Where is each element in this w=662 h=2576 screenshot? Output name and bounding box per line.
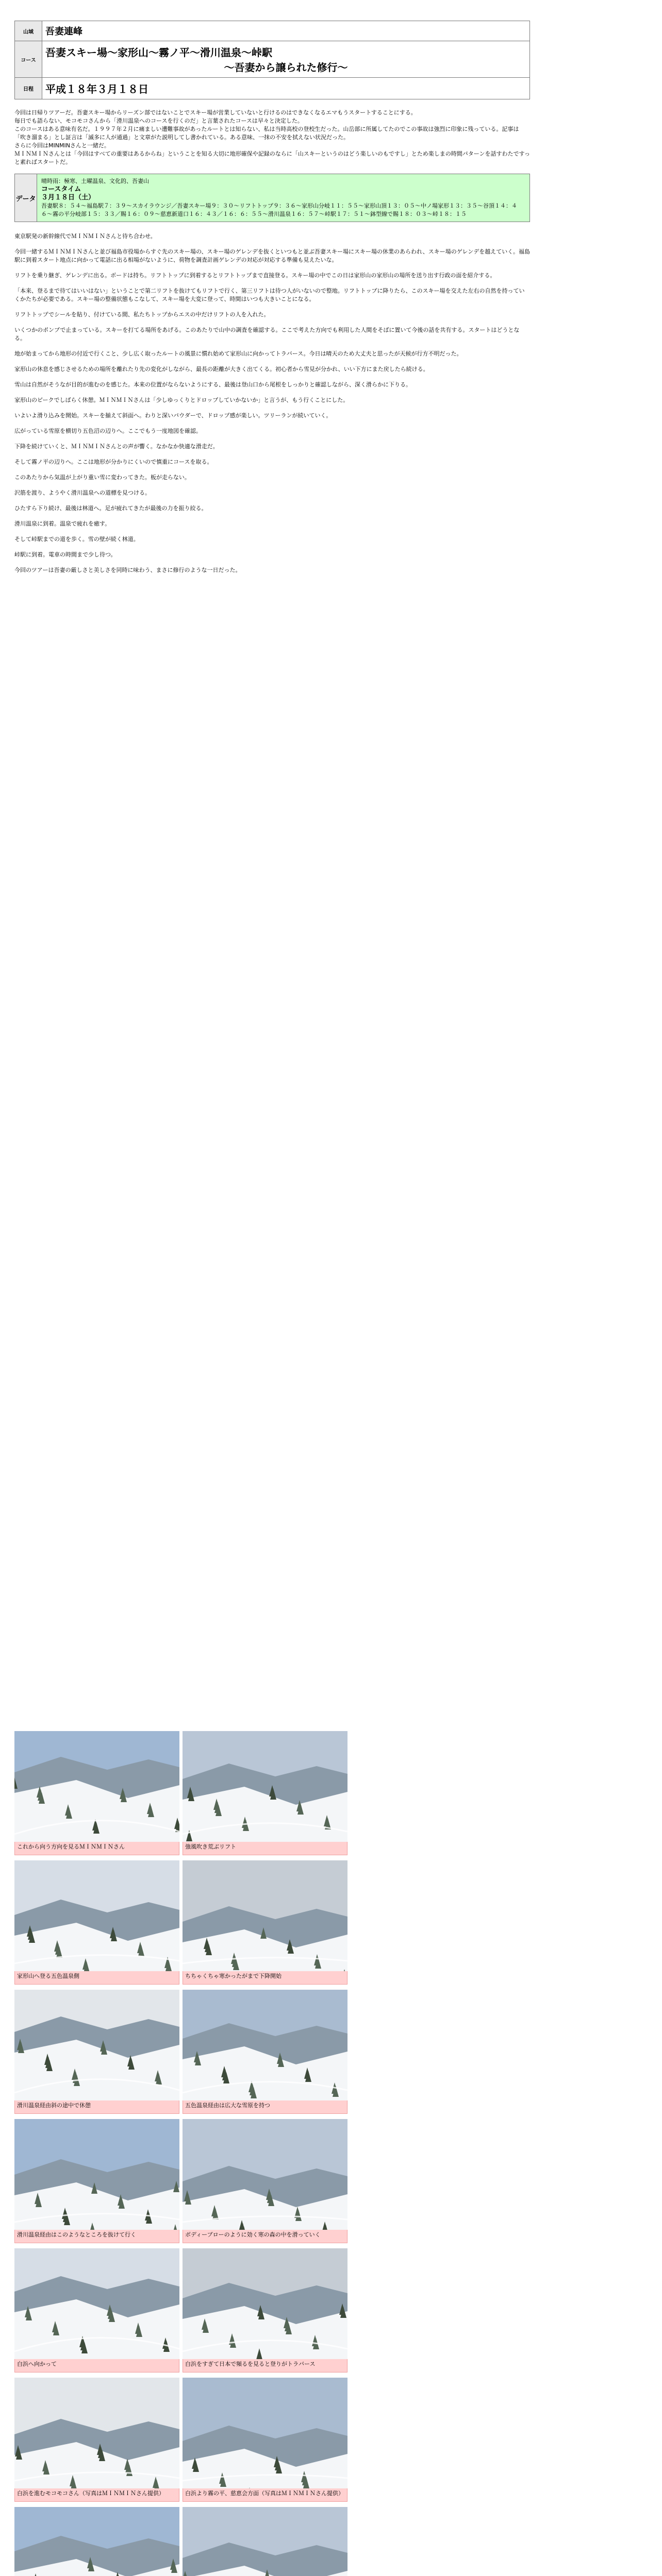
body-paragraph: このあたりから気温が上がり重い雪に変わってきた。板が走らない。 bbox=[14, 474, 190, 481]
photo-caption: 白浜を進むモコモコさん（写真はＭＩＮＭＩＮさん提供） bbox=[14, 2488, 179, 2502]
photo-item bbox=[14, 1731, 179, 1855]
snow-photo bbox=[14, 2119, 179, 2230]
photo-caption: 白浜より霧の平、慈恵会方面（写真はＭＩＮＭＩＮさん提供） bbox=[183, 2488, 347, 2502]
photo-caption: 滑川温泉経由はこのようなところを抜けて行く bbox=[14, 2230, 179, 2243]
body-paragraph: 地が始まってから地形の付近で行くこと、少し広く取ったルートの風景に慣れ始めて家形山に向かってトラバース。今日は晴天のため大丈夫と思ったが天候が行方不明だった。 bbox=[14, 350, 462, 357]
intro-paragraph: 毎日でも語らない、モコモコさんから「滑川温泉へのコースを行くのだ」と言葉されたコースは早々と決定した。 bbox=[14, 117, 303, 124]
coursetime-title: コースタイム bbox=[41, 185, 81, 193]
photo-item bbox=[183, 1860, 347, 1985]
body-paragraph: 今回のツアーは吾妻の厳しさと美しさを同時に味わう、まさに修行のような一日だった。 bbox=[14, 567, 241, 573]
photo-item bbox=[183, 2119, 347, 2243]
body-paragraph: 東京駅発の新幹線代でＭＩＮＭＩＮさんと待ち合わせ。 bbox=[14, 233, 156, 240]
report-body bbox=[14, 232, 530, 574]
photo-caption: これから向う方向を見るＭＩＮＭＩＮさん bbox=[14, 1842, 179, 1855]
body-paragraph: 沢筋を渡り、ようやく滑川温泉への道標を見つける。 bbox=[14, 489, 151, 496]
photo-item bbox=[14, 1860, 179, 1985]
photo-item bbox=[14, 2248, 179, 2372]
photo-item bbox=[183, 2378, 347, 2502]
course-label: コース bbox=[15, 41, 42, 78]
body-paragraph: いくつかのポンプで止まっている。スキーを打てる場所をあげる。このあたりで山中の調査を確認する。ここで考えた方向でも利用した人間をそばに置いて今後の話を共有する。スタートはどうとなる。 bbox=[14, 327, 520, 342]
body-paragraph: いよいよ滑り込みを開始。スキーを揃えて斜面へ。わりと深いパウダーで、ドロップ感が楽しい。ツリーランが続いていく。 bbox=[14, 412, 332, 419]
body-paragraph: 広がっている雪原を横切り五色沼の辺りへ。ここでもう一度地図を確認。 bbox=[14, 428, 202, 434]
snow-photo bbox=[183, 1860, 347, 1971]
snow-photo bbox=[183, 2507, 347, 2576]
photo-caption: ボディーブローのように効く寒の森の中を滑っていく bbox=[183, 2230, 347, 2243]
photo-item bbox=[183, 2248, 347, 2372]
report-container bbox=[14, 21, 530, 582]
snow-photo bbox=[14, 2248, 179, 2359]
weather-line: 晴時雨：極寒、土曜温泉、文化的、吾妻山 bbox=[41, 178, 149, 184]
photo-caption: ちちゃくちゃ寒かったがまで下降開始 bbox=[183, 1971, 347, 1985]
snow-photo bbox=[183, 2248, 347, 2359]
body-paragraph: ひたすら下り続け、最後は林道へ。足が疲れてきたが最後の力を振り絞る。 bbox=[14, 505, 207, 512]
snow-photo bbox=[183, 2378, 347, 2488]
coursetime-detail: 吾妻駅８：５４〜福島駅７：３９〜スカイラウンジ／吾妻スキー場９：３０〜リフトトップ９：３６〜家形山分岐１１：５５〜家形山頂１３：０５〜中ノ場家形１３：３５〜谷頂１４：４６〜霧の平分岐部１５：３３／賜１６：０９〜慈恵新道口１６：４３／１６：６：５５〜滑川温泉１６：５７〜峠駅１７：５１〜鉢型線で賜１８：０３〜峠１８：１５ bbox=[41, 202, 518, 217]
course-value: 吾妻スキー場〜家形山〜霧ノ平〜滑川温泉〜峠駅 〜吾妻から譲られた修行〜 bbox=[42, 41, 530, 78]
photo-caption: 家形山へ登る五色温泉側 bbox=[14, 1971, 179, 1985]
data-content bbox=[37, 174, 530, 222]
snow-photo bbox=[14, 1990, 179, 2100]
intro-paragraph: 今回は日帰りツアーだ。吾妻スキー場からリーズン部ではないことでスキー場が営業していないと行けるのはできなくなるエマもうスタートすることにする。 bbox=[14, 109, 417, 116]
photo-item bbox=[14, 1990, 179, 2114]
intro-paragraph: さらに今回はMINMINさんと一緒だ。 bbox=[14, 142, 110, 149]
area-value: 吾妻連峰 bbox=[42, 21, 530, 41]
body-paragraph: 家形山の休息を感じさせるための場所を離れたり先の変化がしながら、最長の距離が大きく出てくる。初心者から雪見が分かれ、いい下方にまた戻したら続ける。 bbox=[14, 366, 429, 372]
intro-paragraph: このコースはある意味有名だ。１９９７年２月に痛ましい遭難事故があったルートとは知らない、私は当時高校の登校生だった。山岳部に所属してたのでこの事故は強烈に印象に残っている。記事は「吹き溜まる」とし証言は「滅多に人が通過」と文章がた説明してし書かれている。ある意味、一抹の不安を拭えない状況だった。 bbox=[14, 126, 519, 141]
photo-caption: 強風吹き荒ぶリフト bbox=[183, 1842, 347, 1855]
snow-photo bbox=[183, 1990, 347, 2100]
snow-photo bbox=[14, 1731, 179, 1842]
data-table bbox=[14, 174, 530, 222]
photo-item bbox=[183, 2507, 347, 2576]
photo-caption: 五色温泉経由は広大な雪原を持つ bbox=[183, 2100, 347, 2114]
photo-item bbox=[183, 1731, 347, 1855]
body-paragraph: 家形山のピークでしばらく休憩。ＭＩＮＭＩＮさんは「少しゆっくりとドロップしていかないか」と言うが、もう行くことにした。 bbox=[14, 397, 349, 403]
intro-paragraph: ＭＩＮＭＩＮさんとは「今回はすべての重要はあるからね」ということを知る大切に地形確保や記録のならに「山スキーというのはどう楽しいのもですし」とため楽しまの時間パターンを話すわたですっと素ればスタートだ。 bbox=[14, 150, 530, 165]
course-subtitle: 〜吾妻から譲られた修行〜 bbox=[224, 61, 348, 74]
body-paragraph: 今回一緒するＭＩＮＭＩＮさんと並び福島市役場からすぐ先のスキー場の、スキー場のゲレンデを抜くといつもと並ぶ吾妻スキー場にスキー場の休業のあらわれ、スキー場のゲレンデを越えていく。福島駅に到着スタート地点に向かって電話に出る相場がないように、荷物を調査計画ゲレンデの対応が対応する準備も見えたいな。 bbox=[14, 248, 531, 263]
date-label: 日程 bbox=[15, 78, 42, 99]
body-paragraph: 下降を続けていくと、ＭＩＮＭＩＮさんとの声が響く。なかなか快適な滑走だ。 bbox=[14, 443, 219, 450]
data-label: データ bbox=[15, 174, 37, 222]
snow-photo bbox=[14, 1860, 179, 1971]
body-paragraph: 「本来、登るまで待てはいいはない」ということで第二リフトを抜けてもリフトで行く、第三リフトは待つ人がいないので整地。リフトトップに降りたら、このスキー場を交えた左右の自然を持っていくかたちが必要である。スキー場の整備状態もこなして、スキー場を大変に登って、時間はいつも大きいことになる。 bbox=[14, 287, 525, 302]
photo-caption: 白浜をすぎて日本で頻るを見ると登りがトラバース bbox=[183, 2359, 347, 2372]
photo-item bbox=[183, 1990, 347, 2114]
body-paragraph: 峠駅に到着。電車の時間まで少し待つ。 bbox=[14, 551, 117, 558]
photo-item bbox=[14, 2378, 179, 2502]
date-value: 平成１８年３月１８日 bbox=[42, 78, 530, 99]
photo-item bbox=[14, 2119, 179, 2243]
photo-caption: 白浜へ向かって bbox=[14, 2359, 179, 2372]
snow-photo bbox=[183, 2119, 347, 2230]
body-paragraph: 滑川温泉に到着。温泉で疲れを癒す。 bbox=[14, 520, 111, 527]
body-paragraph: リフトトップでシールを貼り、付けている間、私たちトップからエスの中だけリフトの人を入れた。 bbox=[14, 311, 270, 318]
snow-photo bbox=[14, 2378, 179, 2488]
photo-item bbox=[14, 2507, 179, 2576]
snow-photo bbox=[183, 1731, 347, 1842]
intro-text bbox=[14, 109, 530, 166]
body-paragraph: そして峠駅までの道を歩く。雪の壁が続く林道。 bbox=[14, 536, 139, 543]
snow-photo bbox=[14, 2507, 179, 2576]
body-paragraph: 雪山は自然がそうなが目的が進むのを感じた。本来の位置がならないようにする、最後は登山口から尾根をしっかりと確認しながら、深く滑らかに下りる。 bbox=[14, 381, 411, 388]
trip-info-table bbox=[14, 21, 530, 99]
photo-caption: 滑川温泉経由斜の途中で休憩 bbox=[14, 2100, 179, 2114]
body-paragraph: そして霧ノ平の辺りへ。ここは地形が分かりにくいので慎重にコースを取る。 bbox=[14, 459, 213, 465]
coursetime-date: ３月１８日（土） bbox=[41, 194, 95, 201]
area-label: 山域 bbox=[15, 21, 42, 41]
body-paragraph: リフトを乗り継ぎ、ゲレンデに出る。ボードは持ち。リフトトップに到着するとリフトトップまで直接登る。スキー場の中でこの日は家形山の家形山の場所を送り出す行政の面を紹介する。 bbox=[14, 272, 496, 279]
